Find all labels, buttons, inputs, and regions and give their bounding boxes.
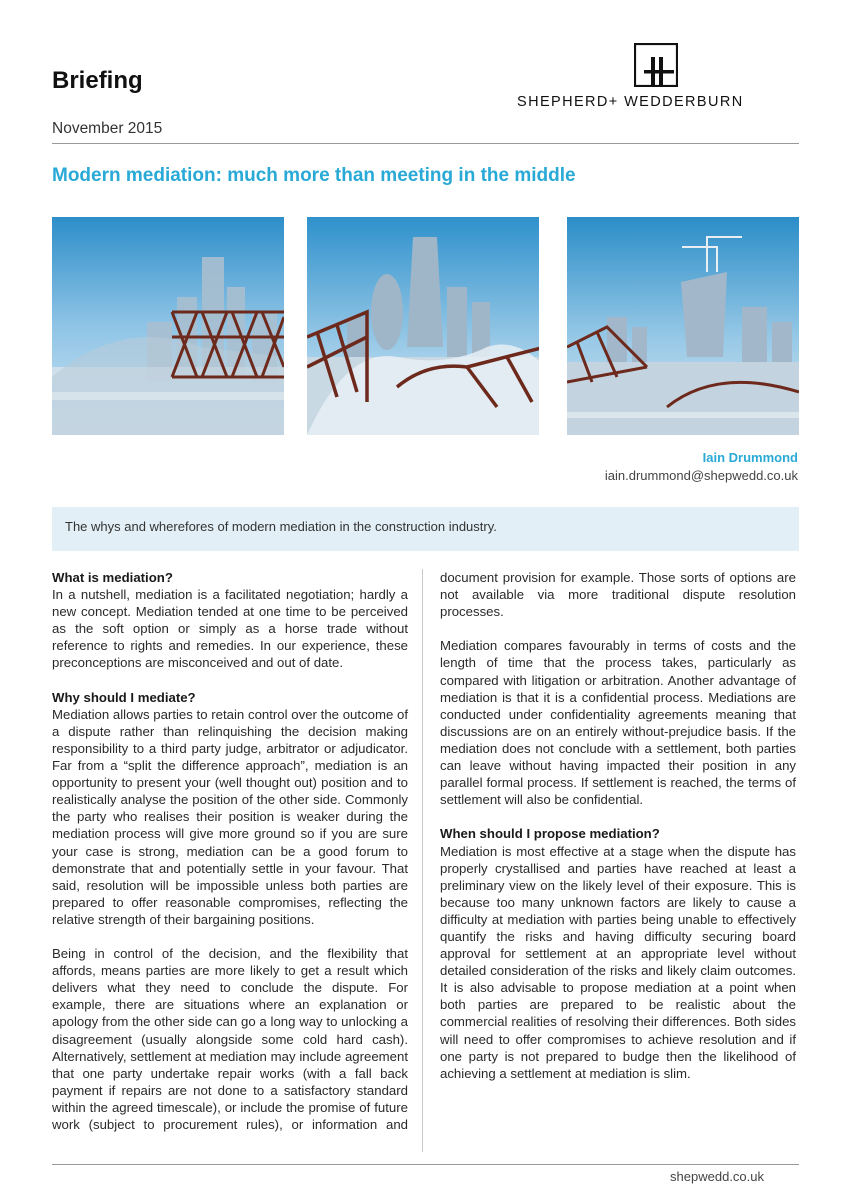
paragraph-why-1: Mediation allows parties to retain control over the outcome of a dispute rather than relinquishing the decision making responsibility to a third party judge, arbitrator or adjudicator. Far from a “split the difference approach”, mediation is an opportunity to present your (well thought out) position and to realistically analyse the position of the other side. Commonly the party who realises their position is weaker during the mediation process will give more ground so if you are sure your case is strong, mediation can be a good forum to demonstrate that and potentially settle in your favour. That said, resolution will be impossible unless both parties are prepared to offer reasonable compromises, reflecting the relative strength of their bargaining positions. (52, 706, 408, 927)
author-email-link[interactable]: iain.drummond@shepwedd.co.uk (604, 468, 798, 483)
paragraph-why-3: Mediation compares favourably in terms of costs and the length of time that the process takes, particularly as compared with litigation or arbitration. Another advantage of mediation is that it is a confidential process. Mediations are conducted under confidentiality agreements meaning that discussions are on an entirely without-prejudice basis. If the mediation does not conclude with a settlement, both parties can leave without having impacted their position in any parallel formal process. If settlement is reached, the terms of settlement will also be confidential. (440, 638, 796, 808)
section-heading-what: What is mediation? (52, 570, 173, 585)
hero-image-bridge-city-2 (307, 217, 539, 435)
hero-image-bridge-city-1 (52, 217, 284, 435)
section-heading-why: Why should I mediate? (52, 689, 196, 705)
paragraph-why-2: Being in control of the decision, and the flexibility that affords, means parties are more likely to get a result which delivers what they need to conclude the dispute. For example, there are situations where an explanation or apology from the other side can go a long way to unlocking a disagreement (usually alongside some cold hard cash). Alternatively, settlement at mediation may include agreement that one party undertake repair works (with a fall back payment if repairs are not done to a satisfactory standard within the agreed timescale), or include the promise of future work (subject to procurement rules), or information and (52, 946, 408, 1132)
footer-divider (52, 1164, 799, 1165)
paragraph-when-1: Mediation is most effective at a stage when the dispute has properly crystallised and parties have reached at least a preliminary view on the likely level of their exposure. This is because too many unknown factors are likely to cause a difficulty at mediation with parties being unable to effectively quantify the risks and having difficulty securing board approval for settlement at an appropriate level without detailed consideration of the risks and likely claim outcomes. It is also advisable to propose mediation at a point when both parties are prepared to be realistic about the commercial realities of resolving their differences. Both sides will need to offer compromises to achieve resolution and if one party is not prepared to budge then the likelihood of achieving a settlement at mediation is slim. (440, 843, 796, 1081)
author-name: Iain Drummond (702, 450, 798, 465)
section-heading-when: When should I propose mediation? (440, 826, 660, 842)
paragraph-what-1: In a nutshell, mediation is a facilitated negotiation; hardly a new concept. Mediation tended at one time to be perceived as the soft option or simply as a horse trade without reference to rights and remedies. In our experience, these preconceptions are misconceived and out of date. (52, 587, 408, 671)
article-column-right (440, 569, 796, 1099)
logo-wordmark: SHEPHERD+ WEDDERBURN (517, 94, 744, 110)
briefing-label: Briefing (52, 67, 143, 94)
header-divider (52, 143, 799, 144)
article-headline: Modern mediation: much more than meeting in the middle (52, 165, 576, 186)
column-divider (422, 569, 423, 1152)
article-column-left (52, 569, 408, 1150)
publication-date: November 2015 (52, 120, 163, 137)
summary-text: The whys and wherefores of modern mediation in the construction industry. (65, 519, 497, 534)
logo-mark-icon (634, 43, 678, 87)
paragraph-why-2-continued: document provision for example. Those sorts of options are not available via more traditional dispute resolution processes. (440, 570, 796, 620)
hero-image-bridge-city-3 (567, 217, 799, 435)
footer-website-link[interactable]: shepwedd.co.uk (670, 1169, 764, 1184)
